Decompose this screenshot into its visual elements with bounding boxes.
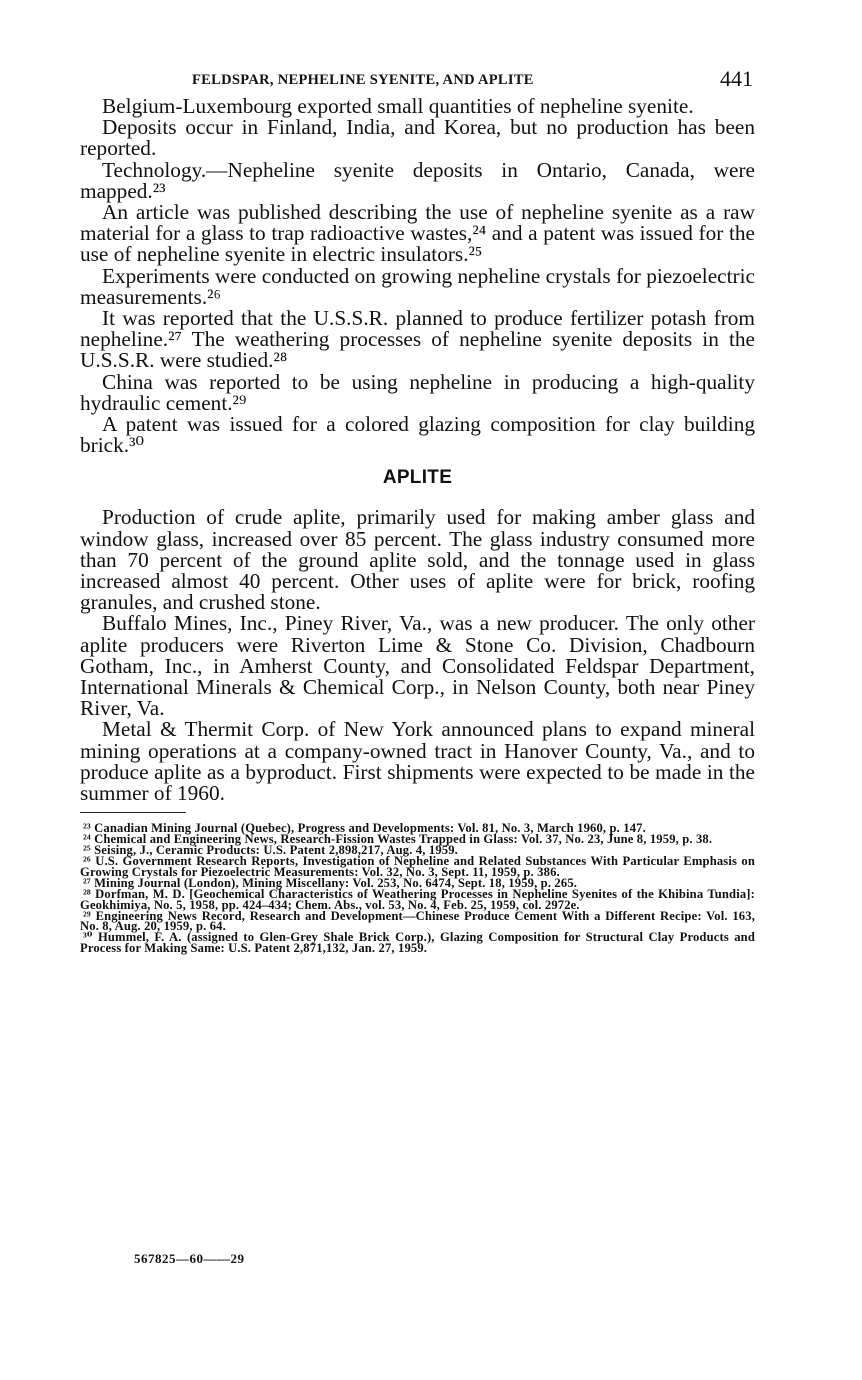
running-head (80, 66, 755, 96)
footnote: ³⁰ Hummel, F. A. (assigned to Glen-Grey Shale Brick Corp.), Glazing Composition for Structural Clay Products and Process for Making Same: U.S. Patent 2,871,132, Jan. 27, 1959. (80, 930, 755, 956)
footnote: ²⁸ Dorfman, M. D. [Geochemical Characteristics of Weathering Processes in Nepheline Syenites of the Khibina Tundia]: Geokhimiya, No. 5, 1958, pp. 424–434; Chem. Abs., vol. 53, No. 4, Feb. 25, 1959, col. 2972e. (80, 886, 755, 912)
paragraph: Metal & Thermit Corp. of New York announced plans to expand mineral mining operations at a company-owned tract in Hanover County, Va., and to produce aplite as a byproduct. First shipments were expected to be made in the summer of 1960. (80, 717, 755, 806)
paragraph: A patent was issued for a colored glazing composition for clay building brick.³⁰ (80, 412, 755, 458)
footnote: ²⁶ U.S. Government Research Reports, Investigation of Nepheline and Related Substances With Particular Emphasis on Growing Crystals for Piezoelectric Measurements: Vol. 32, No. 3, Sept. 11, 1959, p. 386. (80, 854, 755, 879)
page-number: 441 (720, 66, 753, 91)
page (80, 66, 755, 954)
footnote: ²⁵ Seising, J., Ceramic Products: U.S. Patent 2,898,217, Aug. 4, 1959. (83, 843, 458, 858)
paragraph: It was reported that the U.S.S.R. planned to produce fertilizer potash from nepheline.²⁷ The weathering processes of nepheline syenite deposits in the U.S.S.R. were studied.²⁸ (80, 306, 755, 373)
paragraph: Production of crude aplite, primarily used for making amber glass and window glass, increased over 85 percent. The glass industry consumed more than 70 percent of the ground aplite sold, and the tonnage used in glass increased almost 40 percent. Other uses of aplite were for brick, roofing granules, and crushed stone. (80, 505, 755, 615)
footnote: ²³ Canadian Mining Journal (Quebec), Progress and Developments: Vol. 81, No. 3, March 1960, p. 147. (83, 821, 646, 836)
footnote-rule (80, 812, 186, 813)
paragraph: Technology.—Nepheline syenite deposits in Ontario, Canada, were mapped.²³ (80, 157, 755, 203)
footnote: ²⁴ Chemical and Engineering News, Research-Fission Wastes Trapped in Glass: Vol. 37, No. 23, June 8, 1959, p. 38. (83, 832, 713, 847)
body-text (80, 96, 755, 804)
paragraph: Buffalo Mines, Inc., Piney River, Va., was a new producer. The only other aplite producers were Riverton Lime & Stone Co. Division, Chadbourn Gotham, Inc., in Amherst County, and Consolidated Feldspar Department, International Minerals & Chemical Corp., in Nelson County, both near Piney River, Va. (80, 611, 755, 721)
footnotes (80, 823, 755, 954)
section-heading: APLITE (382, 467, 453, 489)
footnote: ²⁹ Engineering News Record, Research and Development—Chinese Produce Cement With a Different Recipe: Vol. 163, No. 8, Aug. 20, 1959, p. 64. (80, 908, 755, 934)
footnote: ²⁷ Mining Journal (London), Mining Miscellany: Vol. 253, No. 6474, Sept. 18, 1959, p. 265. (83, 875, 578, 890)
paragraph: Belgium-Luxembourg exported small quantities of nepheline syenite. (102, 94, 694, 118)
paragraph: Deposits occur in Finland, India, and Korea, but no production has been reported. (80, 115, 755, 161)
paragraph: Experiments were conducted on growing nepheline crystals for piezoelectric measurements.²⁶ (80, 263, 755, 309)
print-code: 567825—60——29 (134, 1251, 245, 1266)
paragraph: China was reported to be using nepheline in producing a high-quality hydraulic cement.²⁹ (80, 369, 755, 415)
paragraph: An article was published describing the use of nepheline syenite as a raw material for a glass to trap radioactive wastes,²⁴ and a patent was issued for the use of nepheline syenite in electric insulators.²⁵ (80, 200, 755, 267)
running-title: FELDSPAR, NEPHELINE SYENITE, AND APLITE (192, 72, 534, 88)
